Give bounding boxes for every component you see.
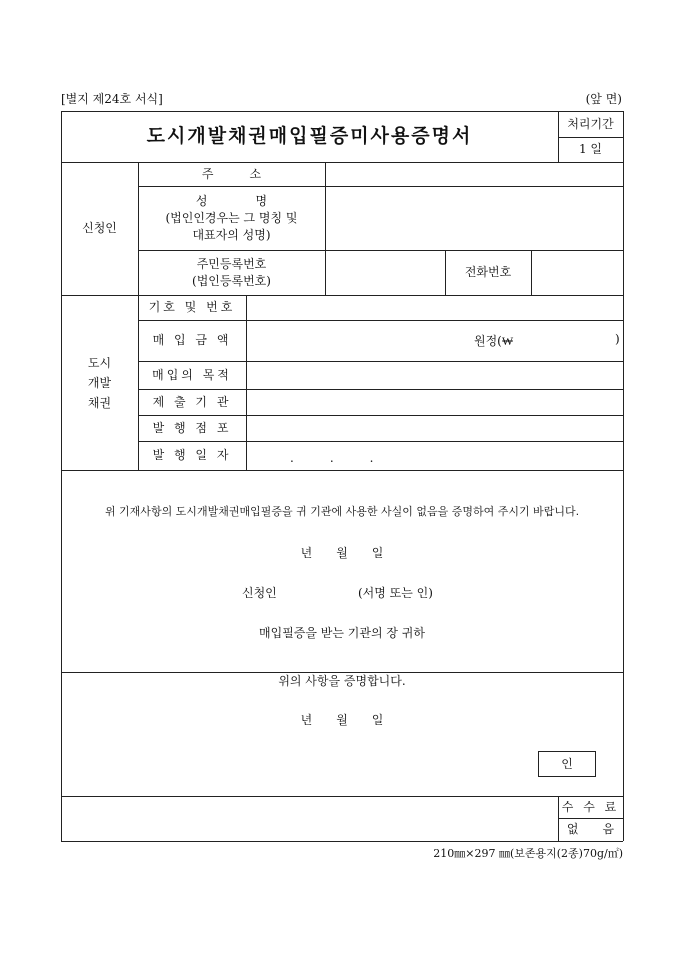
registration-number-label — [138, 250, 325, 295]
phone-label: 전화번호 — [464, 265, 512, 279]
registration-number-label-sub: (법인등록번호) — [192, 273, 271, 288]
form-number-label: [별지 제24호 서식] — [61, 92, 163, 106]
name-label-sub2: 대표자의 성명) — [192, 227, 271, 242]
issue-date-label: 발 행 일 자 — [152, 448, 232, 462]
applicant-section-label: 신청인 — [82, 221, 117, 235]
purchase-amount-won: 원정(₩ — [474, 334, 514, 348]
processing-period-value: 1 일 — [578, 142, 603, 156]
bond-number-field[interactable] — [247, 296, 622, 319]
registration-number-field[interactable] — [326, 251, 444, 294]
bond-section-line2: 개발 — [87, 375, 112, 390]
issuing-branch-field[interactable] — [247, 416, 622, 440]
seal-box: 인 — [538, 751, 596, 777]
bond-section-label — [61, 295, 138, 470]
fee-value: 없 음 — [566, 822, 615, 836]
issue-date-field[interactable]: . . . — [290, 451, 374, 465]
certification-statement: 위의 사항을 증명합니다. — [278, 674, 406, 688]
request-applicant-label: 신청인 — [242, 586, 277, 600]
address-field[interactable] — [326, 163, 622, 185]
name-field[interactable] — [326, 187, 622, 249]
request-date[interactable]: 년 월 일 — [300, 545, 384, 560]
name-label-main: 성 명 — [195, 193, 268, 208]
paper-spec: 210㎜×297 ㎜(보존용지(2종)70g/㎡) — [433, 847, 623, 860]
address-label: 주 소 — [201, 166, 262, 181]
bond-number-label: 기호 및 번호 — [148, 300, 236, 314]
submitting-agency-field[interactable] — [247, 390, 622, 414]
submitting-agency-label: 제 출 기 관 — [152, 394, 232, 409]
issuing-branch-label: 발 행 점 포 — [152, 420, 232, 435]
request-statement: 위 기재사항의 도시개발채권매입필증을 귀 기관에 사용한 사실이 없음을 증명하여 주시기 바랍니다. — [104, 504, 580, 518]
signature-or-seal[interactable]: (서명 또는 인) — [358, 586, 433, 600]
purchase-purpose-label: 매입의 목적 — [152, 367, 232, 382]
bond-section-line1: 도시 — [87, 355, 112, 370]
name-label-sub1: (법인인경우는 그 명칭 및 — [165, 210, 298, 225]
name-label — [138, 186, 325, 250]
form-title: 도시개발채권매입필증미사용증명서 — [146, 125, 473, 147]
processing-period-label: 처리기간 — [567, 116, 614, 131]
bond-section-line3: 채권 — [87, 395, 112, 410]
purchase-purpose-field[interactable] — [247, 362, 622, 388]
front-side-label: (앞 면) — [585, 92, 622, 106]
addressee: 매입필증을 받는 기관의 장 귀하 — [259, 625, 425, 640]
phone-field[interactable] — [532, 251, 622, 294]
fee-label: 수 수 료 — [561, 799, 620, 814]
certification-date[interactable]: 년 월 일 — [300, 712, 384, 727]
purchase-amount-close-paren: ) — [615, 332, 620, 346]
registration-number-label-main: 주민등록번호 — [196, 256, 267, 271]
purchase-amount-label: 매 입 금 액 — [152, 333, 232, 347]
